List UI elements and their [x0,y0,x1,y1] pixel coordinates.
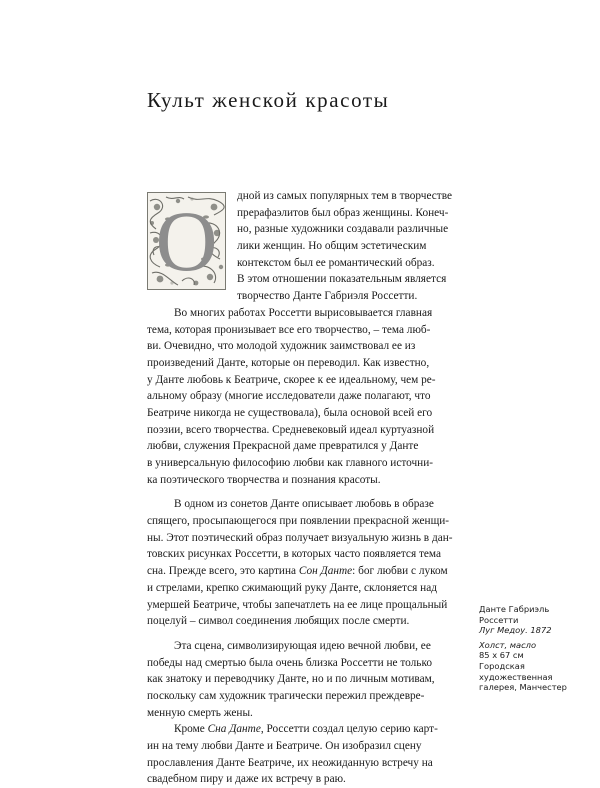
caption-location: художественная [479,671,553,682]
artwork-title: Сон Данте [298,565,353,578]
text-line: поцелуй – символ соединения любящих после смерти. [147,615,410,628]
text-line [147,563,465,580]
text-line: произведений Данте, которые он переводил. Как известно, [147,356,430,369]
text-fragment: , Россетти создал целую серию карт- [260,723,438,736]
text-line: дной из самых популярных тем в творчестве [237,190,453,202]
text-line: поскольку сам художник трагически пережил преждевре- [147,689,425,702]
artwork-title: Сна Данте [207,723,261,736]
text-line: и стрелами, крепко сжимающий руку Данте, склоняется над [147,581,437,594]
text-line: спящего, просыпающегося при появлении прекрасной женщи- [147,515,450,528]
illustration-caption [479,604,591,693]
caption-author: Россетти [479,614,519,625]
text-line: товских рисунках Россетти, в которых часто появляется тема [147,548,442,561]
text-line: у Данте любовь к Беатриче, скорее к ее идеальному, чем ре- [147,373,436,386]
caption-location: галерея, Манчестер [479,682,567,693]
text-line: тема, которая пронизывает все его творчество, – тема люб- [147,323,431,336]
text-line: альному образу (многие исследователи даже полагают, что [147,390,431,403]
caption-location: Городская [479,660,525,671]
text-line: но, разные художники создавали различные [237,223,449,236]
text-line: как знатоку и переводчику Данте, но и по личным мотивам, [147,673,435,686]
text-line: В одном из сонетов Данте описывает любовь в образе [174,498,434,511]
text-line: лики женщин. Но общим эстетическим [237,240,427,253]
text-fragment: Кроме [174,723,208,736]
text-line: Эта сцена, символизирующая идею вечной любви, ее [174,639,431,652]
caption-work-title: Луг Медоу. 1872 [479,625,552,636]
text-line: поэзии, всего творчества. Средневековый идеал куртуазной [147,423,435,436]
text-line: ин на тему любви Данте и Беатриче. Он изобразил сцену [147,740,422,752]
text-line: ви. Очевидно, что молодой художник заимствовал ее из [147,340,416,353]
text-line: ны. Этот поэтический образ получает визуальную жизнь в дан- [147,531,453,544]
text-line: в универсальную философию любви как главного источни- [147,457,434,469]
caption-size: 85 х 67 см [479,650,524,661]
text-line: ка поэтического творчества и познания красоты. [147,473,381,486]
text-line [147,721,465,738]
text-line: победы над смертью была очень близка Россетти не только [147,656,433,669]
text-line: прерафаэлитов был образ женщины. Конеч- [237,206,449,219]
text-line: В этом отношении показательным является [237,273,447,286]
text-line: Во многих работах Россетти вырисовывается главная [174,306,433,319]
page-title: Культ женской красоты [147,88,390,112]
text-line: прославления Данте Беатриче, их неожиданную встречу на [147,756,433,769]
caption-medium: Холст, масло [479,639,537,650]
drop-cap-letter: О [155,193,218,289]
text-line: менную смерть жены. [147,706,253,719]
text-line: умершей Беатриче, чтобы запечатлеть на ее лице прощальный [147,598,448,611]
caption-author: Данте Габриэль [479,604,550,614]
drop-cap-ornament [147,192,226,290]
text-line: контекстом был ее романтический образ. [237,256,435,269]
text-line: творчество Данте Габриэля Россетти. [237,290,418,303]
text-fragment: сна. Прежде всего, это картина [147,565,299,578]
text-line: свадебном пиру и даже их встречу в раю. [147,773,346,786]
text-line: любви, служения Прекрасной даме превратился у Данте [147,440,419,453]
text-line: Беатриче никогда не существовала), была основой всей его [147,406,433,419]
article-body [147,188,465,788]
text-fragment: : бог любви с луком [352,565,448,578]
